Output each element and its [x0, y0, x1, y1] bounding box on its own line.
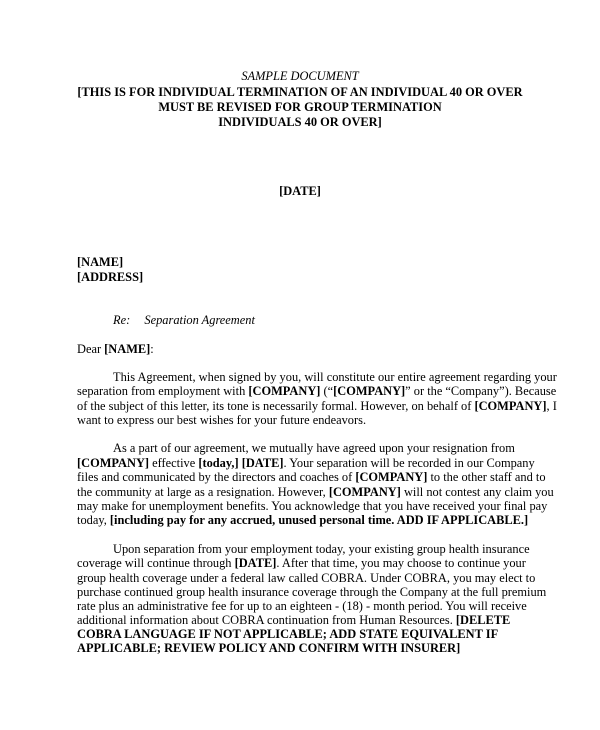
paragraph-3-line-3: group health coverage under a federal law called COBRA. Under COBRA, you may elect to: [77, 571, 536, 585]
text-run: . After that time, you may choose to continue your: [276, 556, 526, 570]
text-run: ” or the “Company”). Because: [405, 384, 557, 398]
document-title: SAMPLE DOCUMENT: [241, 69, 359, 83]
company-placeholder: [COMPANY]: [355, 470, 428, 484]
date-placeholder-inline: [DATE]: [234, 556, 277, 570]
instruction-note-line-1: [THIS IS FOR INDIVIDUAL TERMINATION OF AN INDIVIDUAL 40 OR OVER: [77, 85, 523, 99]
paragraph-3-line-4: purchase continued group health insurance coverage through the Company at the full premium: [77, 585, 547, 599]
re-subject: Separation Agreement: [144, 313, 255, 327]
text-run: to the other staff and to: [427, 470, 546, 484]
text-run: separation from employment with: [77, 384, 249, 398]
text-run: effective: [149, 456, 199, 470]
salutation-dear: Dear: [77, 342, 105, 356]
recipient-name: [NAME]: [77, 255, 124, 269]
text-run: will not contest any claim you: [400, 485, 554, 499]
paragraph-3-line-1: Upon separation from your employment today, your existing group health insurance: [113, 542, 530, 556]
paragraph-3-line-8: APPLICABLE; REVIEW POLICY AND CONFIRM WITH INSURER]: [77, 641, 461, 655]
text-run: additional information about COBRA continuation from Human Resources.: [77, 613, 456, 627]
text-run: files and communicated by the directors and coaches of: [77, 470, 356, 484]
paragraph-3-line-2: [77, 556, 526, 571]
instruction-note-line-2: MUST BE REVISED FOR GROUP TERMINATION: [158, 100, 442, 114]
paragraph-3-line-6: [77, 613, 510, 628]
company-placeholder: [COMPANY]: [474, 399, 547, 413]
salutation: [77, 342, 154, 357]
paragraph-2-line-6: [77, 513, 528, 528]
text-run: (“: [320, 384, 334, 398]
text-run: of the subject of this letter, its tone is necessarily formal. However, on behalf of: [77, 399, 475, 413]
salutation-name: [NAME]: [104, 342, 151, 356]
paragraph-2-line-3: [77, 470, 546, 485]
paragraph-2-line-4: [77, 485, 554, 500]
paragraph-1-line-1: This Agreement, when signed by you, will constitute our entire agreement regarding your: [113, 370, 557, 384]
paragraph-1-line-3: [77, 399, 557, 414]
text-run: the community at large as a resignation. However,: [77, 485, 329, 499]
instruction-note-line-3: INDIVIDUALS 40 OR OVER]: [218, 115, 382, 129]
paragraph-2-line-5: may make for unemployment benefits. You acknowledge that you have received your final pay: [77, 499, 548, 513]
paragraph-2-line-1: As a part of our agreement, we mutually have agreed upon your resignation from: [113, 441, 515, 455]
pay-instruction: [including pay for any accrued, unused personal time. ADD IF APPLICABLE.]: [109, 513, 529, 527]
cobra-instruction-start: [DELETE: [455, 613, 511, 627]
company-placeholder: [COMPANY]: [333, 384, 406, 398]
re-line: [113, 313, 255, 328]
paragraph-1-line-4: want to express our best wishes for your future endeavors.: [77, 413, 367, 427]
text-run: . Your separation will be recorded in our Company: [283, 456, 535, 470]
paragraph-3-line-7: COBRA LANGUAGE IF NOT APPLICABLE; ADD STATE EQUIVALENT IF: [77, 627, 499, 641]
company-placeholder: [COMPANY]: [248, 384, 321, 398]
text-run: coverage will continue through: [77, 556, 235, 570]
paragraph-2-line-2: [77, 456, 535, 471]
text-run: today,: [77, 513, 110, 527]
recipient-address: [ADDRESS]: [77, 270, 144, 284]
date-placeholder: [DATE]: [279, 184, 321, 198]
company-placeholder: [COMPANY]: [77, 456, 150, 470]
text-run: , I: [546, 399, 557, 413]
company-placeholder: [COMPANY]: [328, 485, 401, 499]
paragraph-3-line-5: rate plus an administrative fee for up to an eighteen - (18) - month period. You will receive: [77, 599, 527, 613]
re-label: Re:: [113, 313, 131, 327]
date-placeholder-inline: [today,] [DATE]: [198, 456, 284, 470]
salutation-colon: :: [150, 342, 154, 356]
paragraph-1-line-2: [77, 384, 556, 399]
